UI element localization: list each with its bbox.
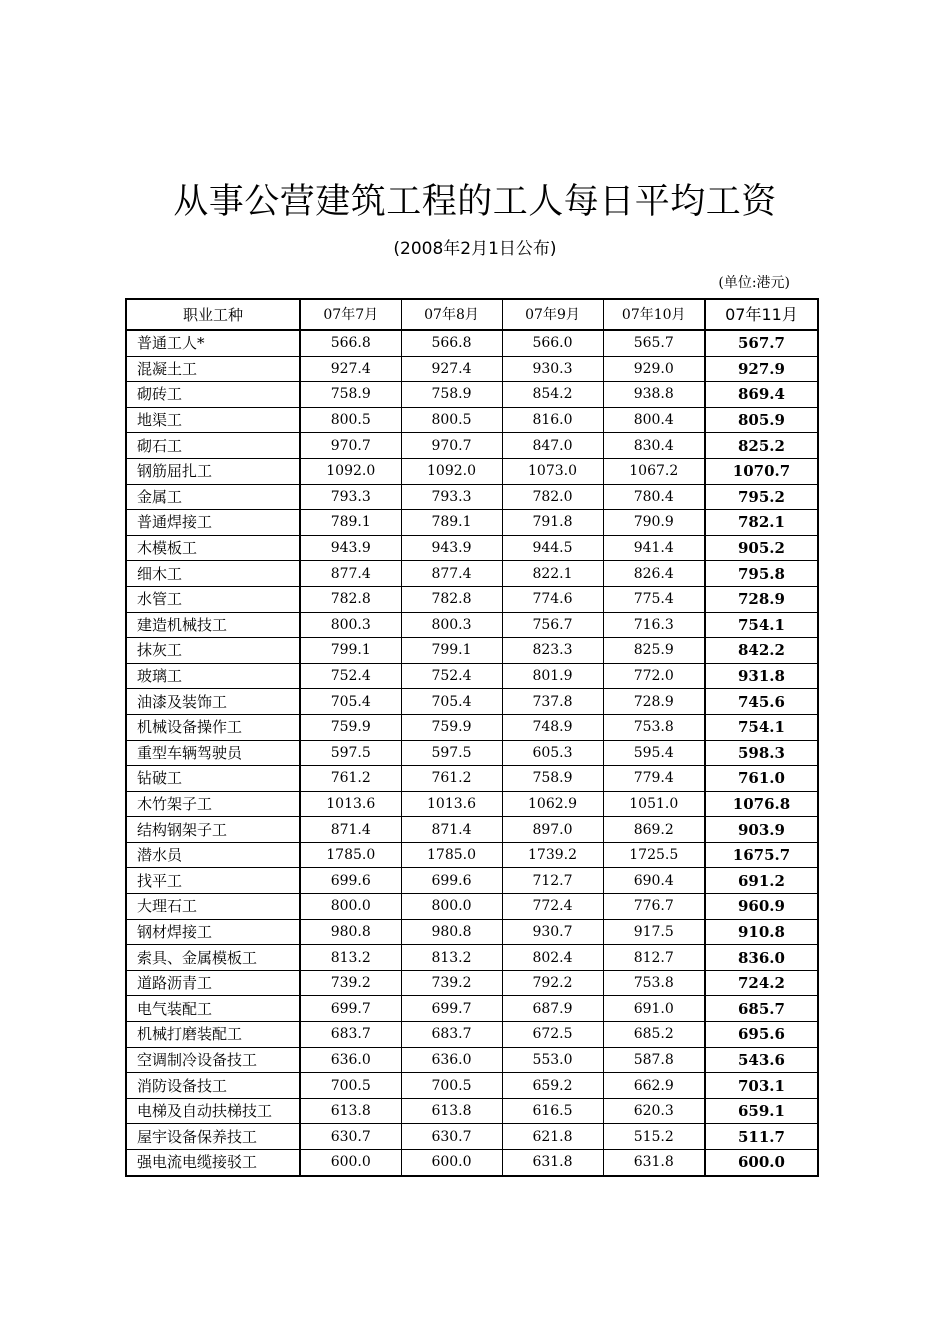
header-current-month: 07年11月 <box>705 299 818 330</box>
table-row <box>126 894 818 920</box>
job-type-cell: 找平工 <box>126 868 300 894</box>
wage-cell: 1725.5 <box>603 842 705 868</box>
table-row <box>126 535 818 561</box>
wage-cell: 761.2 <box>401 766 502 792</box>
wage-cell: 752.4 <box>401 663 502 689</box>
current-wage-cell: 805.9 <box>705 407 818 433</box>
current-wage-cell: 927.9 <box>705 356 818 382</box>
job-type-cell: 电气装配工 <box>126 996 300 1022</box>
table-row <box>126 817 818 843</box>
wage-cell: 587.8 <box>603 1047 705 1073</box>
wage-cell: 728.9 <box>603 689 705 715</box>
wage-cell: 816.0 <box>502 407 603 433</box>
current-wage-cell: 825.2 <box>705 433 818 459</box>
wage-cell: 690.4 <box>603 868 705 894</box>
wage-cell: 830.4 <box>603 433 705 459</box>
table-row <box>126 868 818 894</box>
wage-cell: 871.4 <box>300 817 401 843</box>
table-row <box>126 1124 818 1150</box>
wage-cell: 683.7 <box>401 1022 502 1048</box>
table-row <box>126 663 818 689</box>
current-wage-cell: 511.7 <box>705 1124 818 1150</box>
wage-cell: 1073.0 <box>502 458 603 484</box>
table-row <box>126 919 818 945</box>
wage-cell: 631.8 <box>502 1150 603 1176</box>
current-wage-cell: 960.9 <box>705 894 818 920</box>
wage-cell: 699.7 <box>401 996 502 1022</box>
table-row <box>126 1073 818 1099</box>
wage-cell: 600.0 <box>300 1150 401 1176</box>
job-type-cell: 砌石工 <box>126 433 300 459</box>
wage-cell: 739.2 <box>300 970 401 996</box>
wage-cell: 699.7 <box>300 996 401 1022</box>
wage-cell: 700.5 <box>401 1073 502 1099</box>
current-wage-cell: 782.1 <box>705 510 818 536</box>
wage-cell: 980.8 <box>401 919 502 945</box>
wage-cell: 737.8 <box>502 689 603 715</box>
job-type-cell: 钢筋屈扎工 <box>126 458 300 484</box>
wage-cell: 802.4 <box>502 945 603 971</box>
wage-cell: 800.0 <box>401 894 502 920</box>
wage-cell: 759.9 <box>401 714 502 740</box>
wage-cell: 800.3 <box>401 612 502 638</box>
wage-cell: 789.1 <box>300 510 401 536</box>
wage-cell: 621.8 <box>502 1124 603 1150</box>
current-wage-cell: 695.6 <box>705 1022 818 1048</box>
current-wage-cell: 685.7 <box>705 996 818 1022</box>
job-type-cell: 空调制冷设备技工 <box>126 1047 300 1073</box>
job-type-cell: 细木工 <box>126 561 300 587</box>
wage-cell: 813.2 <box>300 945 401 971</box>
job-type-cell: 木竹架子工 <box>126 791 300 817</box>
wage-cell: 800.3 <box>300 612 401 638</box>
wage-cell: 897.0 <box>502 817 603 843</box>
wage-cell: 620.3 <box>603 1098 705 1124</box>
table-row <box>126 1150 818 1176</box>
current-wage-cell: 724.2 <box>705 970 818 996</box>
job-type-cell: 抹灰工 <box>126 638 300 664</box>
wage-cell: 662.9 <box>603 1073 705 1099</box>
wage-cell: 782.8 <box>300 586 401 612</box>
table-row <box>126 458 818 484</box>
wage-cell: 799.1 <box>300 638 401 664</box>
wage-cell: 782.0 <box>502 484 603 510</box>
wage-cell: 970.7 <box>401 433 502 459</box>
table-row <box>126 561 818 587</box>
wage-cell: 822.1 <box>502 561 603 587</box>
wage-cell: 739.2 <box>401 970 502 996</box>
wage-cell: 789.1 <box>401 510 502 536</box>
table-row <box>126 740 818 766</box>
wage-cell: 566.8 <box>401 330 502 356</box>
header-month: 07年9月 <box>502 299 603 330</box>
table-body <box>126 330 818 1176</box>
wage-cell: 699.6 <box>300 868 401 894</box>
wage-cell: 823.3 <box>502 638 603 664</box>
current-wage-cell: 905.2 <box>705 535 818 561</box>
wage-cell: 613.8 <box>300 1098 401 1124</box>
wage-cell: 1739.2 <box>502 842 603 868</box>
header-month: 07年7月 <box>300 299 401 330</box>
wage-cell: 761.2 <box>300 766 401 792</box>
table-row <box>126 945 818 971</box>
wage-cell: 779.4 <box>603 766 705 792</box>
wage-cell: 792.2 <box>502 970 603 996</box>
wage-cell: 691.0 <box>603 996 705 1022</box>
wage-cell: 699.6 <box>401 868 502 894</box>
wage-cell: 1092.0 <box>300 458 401 484</box>
table-row <box>126 586 818 612</box>
wage-cell: 801.9 <box>502 663 603 689</box>
wage-cell: 630.7 <box>401 1124 502 1150</box>
job-type-cell: 建造机械技工 <box>126 612 300 638</box>
table-row <box>126 996 818 1022</box>
wage-cell: 927.4 <box>401 356 502 382</box>
job-type-cell: 大理石工 <box>126 894 300 920</box>
wage-cell: 812.7 <box>603 945 705 971</box>
table-row <box>126 407 818 433</box>
header-job-type: 职业工种 <box>126 299 300 330</box>
wage-cell: 799.1 <box>401 638 502 664</box>
current-wage-cell: 869.4 <box>705 382 818 408</box>
wage-cell: 793.3 <box>300 484 401 510</box>
wage-cell: 613.8 <box>401 1098 502 1124</box>
wage-cell: 774.6 <box>502 586 603 612</box>
job-type-cell: 机械设备操作工 <box>126 714 300 740</box>
wage-cell: 685.2 <box>603 1022 705 1048</box>
job-type-cell: 结构钢架子工 <box>126 817 300 843</box>
current-wage-cell: 842.2 <box>705 638 818 664</box>
wage-cell: 826.4 <box>603 561 705 587</box>
wage-cell: 600.0 <box>401 1150 502 1176</box>
current-wage-cell: 659.1 <box>705 1098 818 1124</box>
wage-cell: 758.9 <box>401 382 502 408</box>
wage-cell: 705.4 <box>401 689 502 715</box>
wage-cell: 595.4 <box>603 740 705 766</box>
wage-cell: 553.0 <box>502 1047 603 1073</box>
wage-cell: 636.0 <box>401 1047 502 1073</box>
wage-cell: 847.0 <box>502 433 603 459</box>
wage-cell: 943.9 <box>401 535 502 561</box>
wage-cell: 1013.6 <box>300 791 401 817</box>
table-row <box>126 689 818 715</box>
current-wage-cell: 1070.7 <box>705 458 818 484</box>
wage-cell: 1785.0 <box>300 842 401 868</box>
wage-cell: 775.4 <box>603 586 705 612</box>
wage-cell: 930.7 <box>502 919 603 945</box>
wage-cell: 772.4 <box>502 894 603 920</box>
wage-cell: 877.4 <box>300 561 401 587</box>
job-type-cell: 索具、金属模板工 <box>126 945 300 971</box>
wage-cell: 941.4 <box>603 535 705 561</box>
wage-cell: 565.7 <box>603 330 705 356</box>
wage-cell: 753.8 <box>603 970 705 996</box>
job-type-cell: 消防设备技工 <box>126 1073 300 1099</box>
wage-cell: 782.8 <box>401 586 502 612</box>
wage-cell: 712.7 <box>502 868 603 894</box>
wage-cell: 759.9 <box>300 714 401 740</box>
wage-cell: 813.2 <box>401 945 502 971</box>
wage-cell: 871.4 <box>401 817 502 843</box>
wage-cell: 869.2 <box>603 817 705 843</box>
wage-cell: 970.7 <box>300 433 401 459</box>
current-wage-cell: 795.2 <box>705 484 818 510</box>
job-type-cell: 钢材焊接工 <box>126 919 300 945</box>
wage-cell: 753.8 <box>603 714 705 740</box>
table-row <box>126 612 818 638</box>
table-row <box>126 1022 818 1048</box>
current-wage-cell: 543.6 <box>705 1047 818 1073</box>
publication-date: (2008年2月1日公布) <box>393 239 557 259</box>
current-wage-cell: 703.1 <box>705 1073 818 1099</box>
current-wage-cell: 1675.7 <box>705 842 818 868</box>
table-row <box>126 842 818 868</box>
wage-cell: 1013.6 <box>401 791 502 817</box>
header-month: 07年10月 <box>603 299 705 330</box>
table-row <box>126 382 818 408</box>
page-title: 从事公营建筑工程的工人每日平均工资 <box>173 182 777 222</box>
wage-cell: 515.2 <box>603 1124 705 1150</box>
wage-cell: 917.5 <box>603 919 705 945</box>
wage-cell: 980.8 <box>300 919 401 945</box>
wage-cell: 705.4 <box>300 689 401 715</box>
wage-cell: 800.5 <box>300 407 401 433</box>
wage-cell: 758.9 <box>300 382 401 408</box>
table-row <box>126 1047 818 1073</box>
wage-cell: 791.8 <box>502 510 603 536</box>
current-wage-cell: 795.8 <box>705 561 818 587</box>
job-type-cell: 屋宇设备保养技工 <box>126 1124 300 1150</box>
current-wage-cell: 903.9 <box>705 817 818 843</box>
wage-cell: 944.5 <box>502 535 603 561</box>
job-type-cell: 机械打磨装配工 <box>126 1022 300 1048</box>
wage-cell: 616.5 <box>502 1098 603 1124</box>
job-type-cell: 强电流电缆接驳工 <box>126 1150 300 1176</box>
job-type-cell: 玻璃工 <box>126 663 300 689</box>
table-row <box>126 714 818 740</box>
current-wage-cell: 931.8 <box>705 663 818 689</box>
wage-cell: 597.5 <box>401 740 502 766</box>
wage-cell: 800.4 <box>603 407 705 433</box>
current-wage-cell: 600.0 <box>705 1150 818 1176</box>
wage-cell: 943.9 <box>300 535 401 561</box>
job-type-cell: 木模板工 <box>126 535 300 561</box>
wage-cell: 927.4 <box>300 356 401 382</box>
job-type-cell: 电梯及自动扶梯技工 <box>126 1098 300 1124</box>
current-wage-cell: 1076.8 <box>705 791 818 817</box>
wage-cell: 772.0 <box>603 663 705 689</box>
wage-cell: 938.8 <box>603 382 705 408</box>
wage-cell: 929.0 <box>603 356 705 382</box>
wage-cell: 800.5 <box>401 407 502 433</box>
job-type-cell: 混凝土工 <box>126 356 300 382</box>
table-row <box>126 1098 818 1124</box>
wage-cell: 790.9 <box>603 510 705 536</box>
job-type-cell: 水管工 <box>126 586 300 612</box>
current-wage-cell: 754.1 <box>705 714 818 740</box>
wage-cell: 566.0 <box>502 330 603 356</box>
job-type-cell: 油漆及装饰工 <box>126 689 300 715</box>
wage-cell: 1062.9 <box>502 791 603 817</box>
wage-cell: 758.9 <box>502 766 603 792</box>
wage-cell: 687.9 <box>502 996 603 1022</box>
wage-cell: 630.7 <box>300 1124 401 1150</box>
job-type-cell: 地渠工 <box>126 407 300 433</box>
job-type-cell: 道路沥青工 <box>126 970 300 996</box>
table-row <box>126 638 818 664</box>
table-row <box>126 433 818 459</box>
unit-label: (单位:港元) <box>718 275 790 291</box>
wage-cell: 930.3 <box>502 356 603 382</box>
wage-cell: 631.8 <box>603 1150 705 1176</box>
wage-cell: 683.7 <box>300 1022 401 1048</box>
wage-cell: 597.5 <box>300 740 401 766</box>
wage-cell: 700.5 <box>300 1073 401 1099</box>
wage-cell: 566.8 <box>300 330 401 356</box>
wage-cell: 780.4 <box>603 484 705 510</box>
current-wage-cell: 567.7 <box>705 330 818 356</box>
table-row <box>126 766 818 792</box>
job-type-cell: 钻破工 <box>126 766 300 792</box>
table-row <box>126 791 818 817</box>
current-wage-cell: 836.0 <box>705 945 818 971</box>
job-type-cell: 重型车辆驾驶员 <box>126 740 300 766</box>
current-wage-cell: 910.8 <box>705 919 818 945</box>
wage-cell: 1092.0 <box>401 458 502 484</box>
wage-cell: 636.0 <box>300 1047 401 1073</box>
table-row <box>126 970 818 996</box>
wage-cell: 605.3 <box>502 740 603 766</box>
wage-cell: 825.9 <box>603 638 705 664</box>
wage-cell: 756.7 <box>502 612 603 638</box>
table-row <box>126 330 818 356</box>
current-wage-cell: 761.0 <box>705 766 818 792</box>
table-row <box>126 510 818 536</box>
wage-cell: 1785.0 <box>401 842 502 868</box>
wage-cell: 800.0 <box>300 894 401 920</box>
header-month: 07年8月 <box>401 299 502 330</box>
job-type-cell: 金属工 <box>126 484 300 510</box>
wage-cell: 672.5 <box>502 1022 603 1048</box>
current-wage-cell: 728.9 <box>705 586 818 612</box>
table-row <box>126 356 818 382</box>
wage-cell: 1067.2 <box>603 458 705 484</box>
wage-cell: 748.9 <box>502 714 603 740</box>
job-type-cell: 砌砖工 <box>126 382 300 408</box>
current-wage-cell: 598.3 <box>705 740 818 766</box>
wage-cell: 776.7 <box>603 894 705 920</box>
wage-cell: 716.3 <box>603 612 705 638</box>
wage-table <box>125 298 819 1177</box>
wage-cell: 659.2 <box>502 1073 603 1099</box>
job-type-cell: 普通焊接工 <box>126 510 300 536</box>
wage-cell: 1051.0 <box>603 791 705 817</box>
current-wage-cell: 745.6 <box>705 689 818 715</box>
wage-cell: 854.2 <box>502 382 603 408</box>
table-row <box>126 484 818 510</box>
wage-cell: 793.3 <box>401 484 502 510</box>
wage-cell: 877.4 <box>401 561 502 587</box>
table-header-row <box>126 299 818 330</box>
job-type-cell: 潜水员 <box>126 842 300 868</box>
job-type-cell: 普通工人* <box>126 330 300 356</box>
wage-cell: 752.4 <box>300 663 401 689</box>
current-wage-cell: 691.2 <box>705 868 818 894</box>
current-wage-cell: 754.1 <box>705 612 818 638</box>
